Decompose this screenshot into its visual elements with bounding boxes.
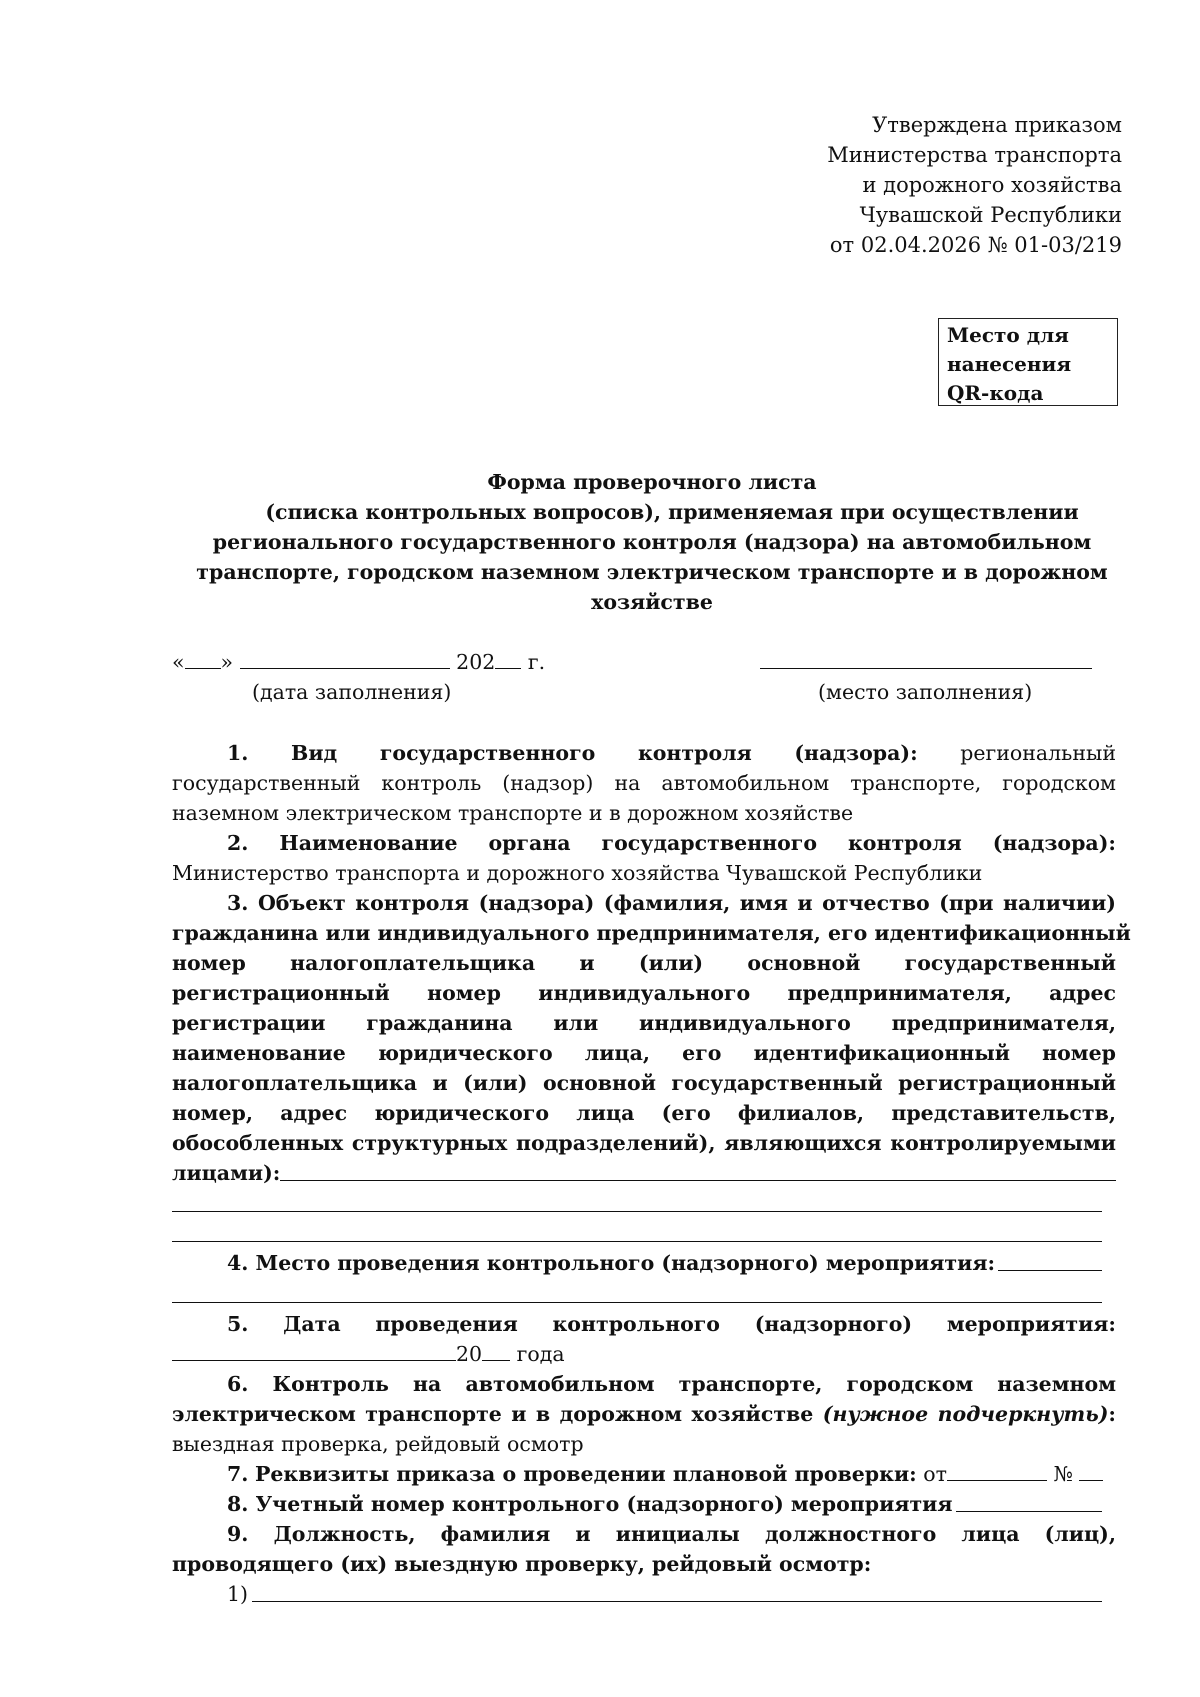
approval-line-3: и дорожного хозяйства xyxy=(862,173,1122,197)
date-caption: (дата заполнения) xyxy=(252,680,452,704)
item-6-text-1: Контроль на автомобильном транспорте, городском наземном xyxy=(272,1372,1116,1396)
item-1-line-3: наземном электрическом транспорте и в дорожном хозяйстве xyxy=(172,801,854,825)
item-3-line-3: номер налогоплательщика и (или) основной государственный xyxy=(172,951,1116,975)
item-6-line-1 xyxy=(172,1369,1116,1399)
item-3-line-2: гражданина или индивидуального предпринимателя, его идентификационный xyxy=(172,921,1131,945)
item-9-number: 9. xyxy=(227,1522,249,1546)
item-7-date-blank[interactable] xyxy=(947,1460,1047,1481)
item-4-line-1 xyxy=(172,1248,1116,1278)
item-3-text-10: лицами): xyxy=(172,1161,281,1185)
item-8-line-1 xyxy=(172,1489,1116,1519)
item-3-line-7: налогоплательщика и (или) основной государственный регистрационный xyxy=(172,1071,1116,1095)
item-6-text-2: электрическом транспорте и в дорожном хозяйстве xyxy=(172,1402,823,1426)
item-7-text: Реквизиты приказа о проведении плановой проверки: xyxy=(254,1462,917,1486)
item-1-word-4: (надзора): xyxy=(794,741,918,765)
item-4-text: Место проведения контрольного (надзорного) мероприятия: xyxy=(255,1251,996,1275)
item-3-text-1: Объект контроля (надзора) (фамилия, имя и отчество (при наличии) xyxy=(257,891,1117,915)
item-9 xyxy=(172,1519,1116,1609)
item-1 xyxy=(172,738,1116,828)
year-prefix: 202 xyxy=(456,650,496,674)
item-2-line-1 xyxy=(172,828,1116,858)
item-3 xyxy=(172,888,1131,1188)
quote-open: « xyxy=(172,650,185,674)
item-7-number-blank[interactable] xyxy=(1079,1460,1103,1481)
item-3-number: 3. xyxy=(227,891,249,915)
item-3-line-8: номер, адрес юридического лица (его филиалов, представительств, xyxy=(172,1101,1116,1125)
item-5-line-1 xyxy=(172,1309,1116,1339)
qr-code-placeholder xyxy=(938,318,1118,406)
item-5-year-blank[interactable] xyxy=(482,1340,510,1361)
item-5-year-word: года xyxy=(516,1342,565,1366)
item-3-blank-3[interactable] xyxy=(172,1241,1102,1242)
item-6-colon: : xyxy=(1108,1402,1116,1426)
item-3-blank-1[interactable] xyxy=(280,1158,1116,1181)
item-4-number: 4. xyxy=(227,1251,249,1275)
item-9-text-1: Должность, фамилия и инициалы должностного лица (лиц), xyxy=(273,1522,1116,1546)
approval-line-2: Министерства транспорта xyxy=(827,143,1122,167)
place-caption: (место заполнения) xyxy=(818,680,1033,704)
item-1-tail: региональный xyxy=(960,741,1116,765)
item-2-line-2: Министерство транспорта и дорожного хозяйства Чувашской Республики xyxy=(172,861,983,885)
qr-line-3: QR-кода xyxy=(947,381,1044,405)
item-5-date-blank[interactable] xyxy=(172,1340,456,1361)
item-6-line-3: выездная проверка, рейдовый осмотр xyxy=(172,1432,584,1456)
item-3-line-6: наименование юридического лица, его идентификационный номер xyxy=(172,1041,1116,1065)
item-8 xyxy=(172,1489,1116,1519)
item-1-line-2: государственный контроль (надзор) на автомобильном транспорте, городском xyxy=(172,771,1116,795)
approval-block xyxy=(827,110,1122,260)
item-5-number: 5. xyxy=(227,1312,249,1336)
item-5-year: 20 xyxy=(456,1342,483,1366)
item-7 xyxy=(172,1459,1116,1489)
item-3-line-9: обособленных структурных подразделений), являющихся контролируемыми xyxy=(172,1131,1116,1155)
item-6 xyxy=(172,1369,1116,1459)
item-6-line-2 xyxy=(172,1399,1116,1429)
item-2-number: 2. xyxy=(227,831,249,855)
item-8-number: 8. xyxy=(227,1492,249,1516)
title-line-4: транспорте, городском наземном электрическом транспорте и в дорожном xyxy=(196,560,1108,584)
item-9-line-2: проводящего (их) выездную проверку, рейдовый осмотр: xyxy=(172,1552,872,1576)
item-5-label: Дата проведения контрольного (надзорного) мероприятия: xyxy=(283,1312,1116,1336)
item-1-word-3: контроля xyxy=(637,741,752,765)
item-1-line-1 xyxy=(172,738,1116,768)
item-3-line-5: регистрации гражданина или индивидуального предпринимателя, xyxy=(172,1011,1116,1035)
item-1-word-2: государственного xyxy=(379,741,596,765)
item-4-blank-1[interactable] xyxy=(998,1248,1102,1271)
item-7-line-1 xyxy=(172,1459,1116,1489)
item-8-text: Учетный номер контрольного (надзорного) мероприятия xyxy=(255,1492,953,1516)
year-suffix: г. xyxy=(527,650,546,674)
item-7-number: 7. xyxy=(227,1462,249,1486)
date-fill-row xyxy=(172,648,545,674)
year-blank[interactable] xyxy=(495,648,521,669)
item-6-number: 6. xyxy=(227,1372,249,1396)
item-5 xyxy=(172,1309,1116,1369)
approval-line-4: Чувашской Республики xyxy=(859,203,1122,227)
quote-close: » xyxy=(220,650,234,674)
title-line-5: хозяйстве xyxy=(591,590,713,614)
item-2-label: Наименование органа государственного контроля (надзора): xyxy=(279,831,1116,855)
item-1-number: 1. xyxy=(227,741,249,765)
item-9-sub-1-label: 1) xyxy=(227,1582,249,1606)
item-3-line-1 xyxy=(172,888,1116,918)
item-4 xyxy=(172,1248,1116,1278)
title-line-3: регионального государственного контроля (надзора) на автомобильном xyxy=(212,530,1092,554)
month-blank[interactable] xyxy=(240,648,450,669)
qr-line-2: нанесения xyxy=(947,352,1072,376)
day-blank[interactable] xyxy=(185,648,221,669)
approval-line-1: Утверждена приказом xyxy=(872,113,1122,137)
item-4-blank-2[interactable] xyxy=(172,1302,1102,1303)
item-5-line-2 xyxy=(172,1339,1116,1369)
item-3-line-4: регистрационный номер индивидуального предпринимателя, адрес xyxy=(172,981,1116,1005)
item-2 xyxy=(172,828,1116,888)
item-7-from: от xyxy=(923,1462,947,1486)
form-title xyxy=(172,467,1132,617)
item-8-blank[interactable] xyxy=(956,1489,1102,1512)
item-6-note: (нужное подчеркнуть) xyxy=(822,1402,1109,1426)
title-line-2: (списка контрольных вопросов), применяемая при осуществлении xyxy=(265,500,1079,524)
item-1-word-1: Вид xyxy=(291,741,338,765)
item-7-no: № xyxy=(1053,1462,1073,1486)
item-3-line-10 xyxy=(172,1158,1116,1188)
qr-line-1: Место для xyxy=(947,323,1069,347)
approval-line-5: от 02.04.2026 № 01-03/219 xyxy=(829,233,1122,257)
item-9-line-1 xyxy=(172,1519,1116,1549)
item-3-blank-2[interactable] xyxy=(172,1211,1102,1212)
title-line-1: Форма проверочного листа xyxy=(487,470,817,494)
item-9-sub-1 xyxy=(172,1579,1116,1609)
place-blank[interactable] xyxy=(760,668,1092,669)
item-9-sub-1-blank[interactable] xyxy=(252,1579,1102,1602)
